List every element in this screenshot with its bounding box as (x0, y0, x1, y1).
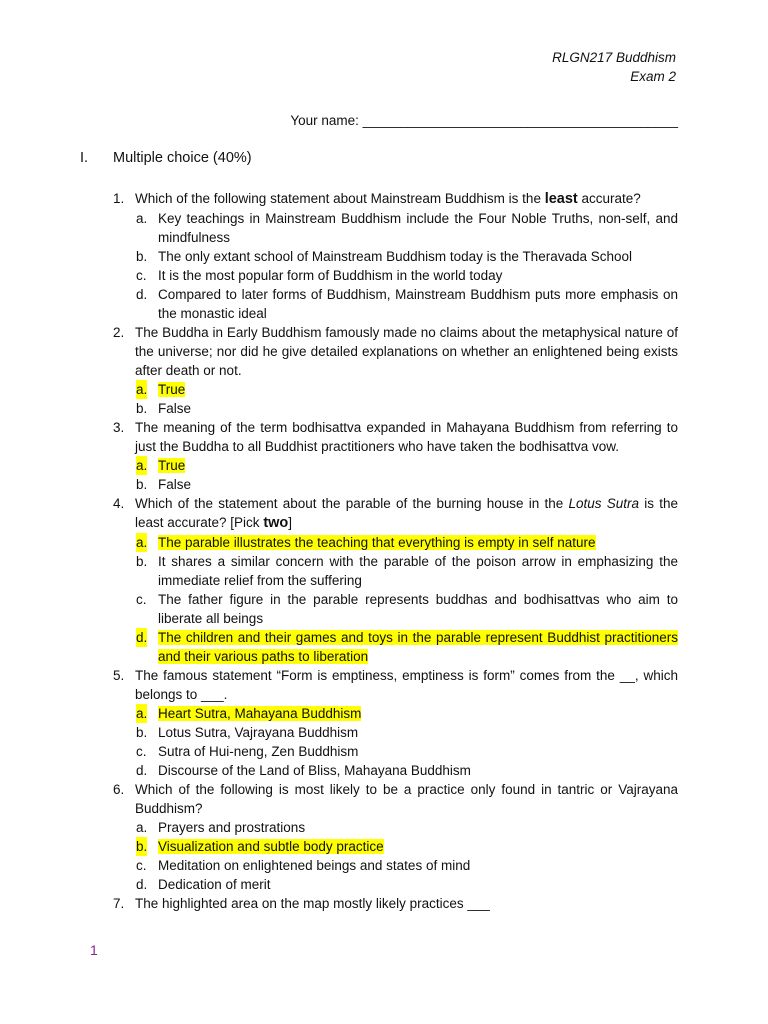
question-text: The highlighted area on the map mostly likely practices ___ (135, 896, 490, 911)
exam-title: Exam 2 (630, 69, 676, 84)
section-heading (80, 150, 252, 166)
option-label: c. (136, 268, 147, 283)
question-1-options (113, 209, 678, 323)
option-text-highlighted: Visualization and subtle body practice (158, 839, 384, 854)
question-5 (113, 666, 678, 704)
option-label: b. (136, 477, 148, 492)
option-label: b. (136, 249, 148, 264)
document-header (552, 48, 676, 86)
option-c (113, 590, 678, 628)
option-b (113, 552, 678, 590)
question-text: The meaning of the term bodhisattva expanded in Mahayana Buddhism from referring to just the Buddha to all Buddhist practitioners who have taken the bodhisattva vow. (135, 420, 678, 454)
option-text: Compared to later forms of Buddhism, Mainstream Buddhism puts more emphasis on the monastic ideal (158, 287, 678, 321)
option-a (113, 380, 678, 399)
question-emphasis: two (263, 515, 289, 531)
option-a (113, 818, 678, 837)
option-text: Dedication of merit (158, 877, 271, 892)
option-label: b. (136, 725, 148, 740)
question-5-options (113, 704, 678, 780)
option-c (113, 742, 678, 761)
option-label: d. (136, 763, 148, 778)
question-emphasis: least (544, 191, 578, 207)
option-a (113, 704, 678, 723)
option-label: d. (136, 287, 148, 302)
name-prompt: Your name: __________________________________________ (290, 113, 678, 128)
option-label: a. (136, 820, 148, 835)
option-text: It shares a similar concern with the parable of the poison arrow in emphasizing the immediate relief from the suffering (158, 554, 678, 588)
option-label: c. (136, 744, 147, 759)
option-label: d. (136, 630, 148, 645)
question-number: 1. (113, 191, 125, 206)
question-text-end: accurate? (577, 191, 641, 206)
option-text: False (158, 477, 192, 492)
option-label: c. (136, 858, 147, 873)
option-label: b. (136, 839, 148, 854)
option-a (113, 456, 678, 475)
question-3 (113, 418, 678, 456)
option-text-highlighted: The children and their games and toys in the parable represent Buddhist practitioners and their various paths to liberation (158, 630, 678, 664)
option-d (113, 285, 678, 323)
question-text-mid: is the least accurate? [Pick (135, 496, 678, 530)
question-text-end: ] (288, 515, 293, 530)
question-text: Which of the following is most likely to be a practice only found in tantric or Vajrayana Buddhism? (135, 782, 678, 816)
option-d (113, 628, 678, 666)
option-text: It is the most popular form of Buddhism in the world today (158, 268, 503, 283)
option-text: Prayers and prostrations (158, 820, 306, 835)
option-b (113, 475, 678, 494)
section-title: Multiple choice (40%) (113, 150, 252, 166)
option-text-highlighted: The parable illustrates the teaching that everything is empty in self nature (158, 535, 596, 550)
question-number: 4. (113, 496, 125, 511)
option-label: b. (136, 554, 148, 569)
option-text: False (158, 401, 192, 416)
question-6-options (113, 818, 678, 894)
option-b (113, 399, 678, 418)
course-title: RLGN217 Buddhism (552, 50, 676, 65)
option-text: The only extant school of Mainstream Buddhism today is the Theravada School (158, 249, 633, 264)
question-text: The famous statement “Form is emptiness, emptiness is form” comes from the __, which belongs to ___. (135, 668, 678, 702)
question-text: Which of the statement about the parable of the burning house in the (135, 496, 569, 511)
question-2 (113, 323, 678, 380)
option-a (113, 533, 678, 552)
question-1 (113, 189, 678, 209)
option-label: a. (136, 706, 148, 721)
question-list (113, 189, 678, 913)
option-b (113, 837, 678, 856)
question-number: 3. (113, 420, 125, 435)
question-number: 7. (113, 896, 125, 911)
option-d (113, 761, 678, 780)
question-7 (113, 894, 678, 913)
option-text: Discourse of the Land of Bliss, Mahayana Buddhism (158, 763, 471, 778)
question-4-options (113, 533, 678, 666)
question-number: 5. (113, 668, 125, 683)
option-label: d. (136, 877, 148, 892)
option-text-highlighted: True (158, 458, 186, 473)
option-b (113, 247, 678, 266)
question-number: 6. (113, 782, 125, 797)
option-text: Key teachings in Mainstream Buddhism include the Four Noble Truths, non-self, and mindfulness (158, 211, 678, 245)
option-c (113, 266, 678, 285)
option-text: Meditation on enlightened beings and states of mind (158, 858, 471, 873)
option-label: b. (136, 401, 148, 416)
question-3-options (113, 456, 678, 494)
option-text: Lotus Sutra, Vajrayana Buddhism (158, 725, 359, 740)
option-text-highlighted: Heart Sutra, Mahayana Buddhism (158, 706, 362, 721)
question-number: 2. (113, 325, 125, 340)
option-b (113, 723, 678, 742)
option-label: c. (136, 592, 147, 607)
option-a (113, 209, 678, 247)
option-label: a. (136, 535, 148, 550)
option-c (113, 856, 678, 875)
question-text: Which of the following statement about Mainstream Buddhism is the (135, 191, 545, 206)
option-text: Sutra of Hui-neng, Zen Buddhism (158, 744, 359, 759)
option-text: The father figure in the parable represents buddhas and bodhisattvas who aim to liberate all beings (158, 592, 678, 626)
option-d (113, 875, 678, 894)
page-number: 1 (90, 942, 98, 958)
option-text-highlighted: True (158, 382, 186, 397)
question-text: The Buddha in Early Buddhism famously made no claims about the metaphysical nature of the universe; nor did he give detailed explanations on whether an enlightened being exists after death or not. (135, 325, 678, 378)
question-2-options (113, 380, 678, 418)
option-label: a. (136, 382, 148, 397)
option-label: a. (136, 211, 148, 226)
question-4 (113, 494, 678, 533)
option-label: a. (136, 458, 148, 473)
section-number: I. (80, 150, 89, 166)
question-italic-title: Lotus Sutra (568, 496, 640, 511)
question-6 (113, 780, 678, 818)
